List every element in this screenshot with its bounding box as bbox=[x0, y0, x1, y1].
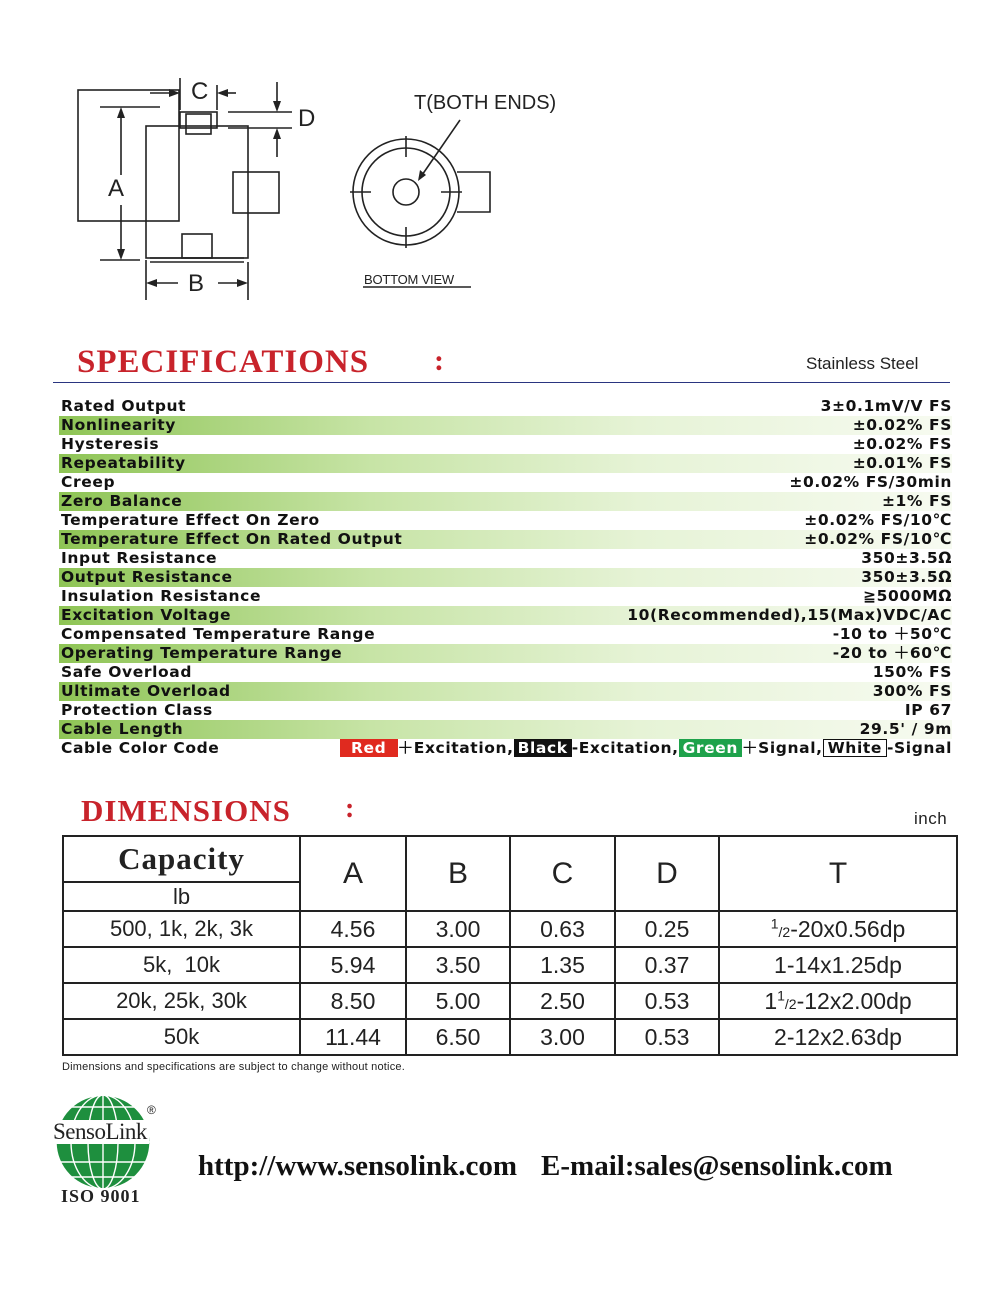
email-link[interactable]: E-mail:sales@sensolink.com bbox=[541, 1150, 893, 1182]
top-thread-bore bbox=[186, 114, 211, 134]
red-wire-chip: Red bbox=[340, 739, 398, 757]
brand-logo-text: SensoLink bbox=[53, 1119, 147, 1144]
spec-row bbox=[59, 454, 952, 473]
cross-section-outline bbox=[78, 90, 179, 221]
spec-label: Output Resistance bbox=[61, 568, 233, 586]
fraction-slash: / bbox=[778, 923, 783, 940]
spec-label: Temperature Effect On Zero bbox=[61, 511, 320, 529]
capacity-cell: 5k, 10k bbox=[63, 947, 300, 983]
spec-label: Ultimate Overload bbox=[61, 682, 231, 700]
capacity-header: Capacity bbox=[63, 836, 300, 882]
thread-spec: -20x0.56dp bbox=[790, 915, 906, 942]
red-wire-text: ＋Excitation, bbox=[397, 739, 514, 757]
capacity-cell: 500, 1k, 2k, 3k bbox=[63, 911, 300, 947]
green-wire-chip: Green bbox=[679, 739, 742, 757]
thread-whole: 1 bbox=[764, 987, 778, 1014]
capacity-unit: lb bbox=[63, 882, 300, 911]
capacity-cell: 50k bbox=[63, 1019, 300, 1055]
spec-label: Cable Length bbox=[61, 720, 184, 738]
green-wire-text: ＋Signal, bbox=[742, 739, 823, 757]
fraction-denominator: 2 bbox=[782, 923, 791, 940]
dimensions-colon: : bbox=[345, 793, 356, 824]
spec-row bbox=[59, 720, 952, 739]
white-wire-chip: White bbox=[823, 739, 887, 757]
spec-row bbox=[59, 606, 952, 625]
d-cell: 0.53 bbox=[615, 1019, 719, 1055]
spec-label: Nonlinearity bbox=[61, 416, 176, 434]
cable-color-values bbox=[340, 739, 952, 758]
disclaimer-note: Dimensions and specifications are subject to change without notice. bbox=[62, 1061, 405, 1073]
spec-value: ±0.02% FS bbox=[852, 435, 952, 453]
spec-value: ±0.02% FS/10℃ bbox=[804, 511, 952, 529]
fraction-numerator: 1 bbox=[777, 986, 785, 1003]
unit-label: inch bbox=[914, 809, 948, 828]
spec-value: -10 to ＋50℃ bbox=[832, 625, 952, 643]
spec-row bbox=[59, 511, 952, 530]
table-row bbox=[63, 1019, 957, 1055]
spec-row bbox=[59, 416, 952, 435]
spec-row bbox=[59, 568, 952, 587]
b-cell: 3.50 bbox=[406, 947, 510, 983]
spec-label: Temperature Effect On Rated Output bbox=[61, 530, 403, 548]
spec-row bbox=[59, 549, 952, 568]
d-cell: 0.53 bbox=[615, 983, 719, 1019]
table-header-row bbox=[63, 836, 957, 882]
website-link[interactable]: http://www.sensolink.com bbox=[198, 1150, 518, 1182]
spec-label: Cable Color Code bbox=[61, 739, 220, 757]
dim-c-label: C bbox=[191, 78, 209, 105]
table-row bbox=[63, 983, 957, 1019]
fraction-numerator: 1 bbox=[770, 914, 779, 931]
spec-value: 150% FS bbox=[872, 663, 952, 681]
spec-row bbox=[59, 663, 952, 682]
iso-certification: ISO 9001 bbox=[61, 1186, 141, 1206]
c-cell: 0.63 bbox=[510, 911, 615, 947]
spec-label: Insulation Resistance bbox=[61, 587, 262, 605]
cable-gland bbox=[233, 172, 279, 213]
table-row bbox=[63, 947, 957, 983]
spec-value: 29.5' / 9m bbox=[859, 720, 952, 738]
heading-divider bbox=[53, 382, 950, 383]
spec-row bbox=[59, 492, 952, 511]
spec-row bbox=[59, 530, 952, 549]
spec-label: Repeatability bbox=[61, 454, 186, 472]
spec-row bbox=[59, 682, 952, 701]
technical-drawing bbox=[0, 0, 1005, 330]
spec-value: ±0.01% FS bbox=[852, 454, 952, 472]
specifications-colon: : bbox=[434, 344, 445, 377]
spec-value: IP 67 bbox=[904, 701, 952, 719]
spec-value: ≧5000MΩ bbox=[863, 587, 952, 605]
black-wire-chip: Black bbox=[514, 739, 572, 757]
dim-a-label: A bbox=[108, 175, 125, 202]
table-row bbox=[63, 911, 957, 947]
material-label: Stainless Steel bbox=[806, 354, 919, 373]
spec-label: Protection Class bbox=[61, 701, 213, 719]
t-cell bbox=[719, 911, 957, 947]
spec-label: Compensated Temperature Range bbox=[61, 625, 376, 643]
white-wire-text: -Signal bbox=[886, 739, 952, 757]
spec-value: 350±3.5Ω bbox=[861, 549, 952, 567]
b-cell: 3.00 bbox=[406, 911, 510, 947]
thread-label: T(BOTH ENDS) bbox=[414, 92, 557, 114]
cable-color-row bbox=[59, 739, 952, 758]
fraction-denominator: 2 bbox=[788, 995, 797, 1012]
bottom-view-label: BOTTOM VIEW bbox=[364, 272, 455, 287]
header-b: B bbox=[406, 836, 510, 911]
spec-value: 300% FS bbox=[872, 682, 952, 700]
drawing-svg bbox=[0, 0, 1005, 330]
spec-value: -20 to ＋60℃ bbox=[832, 644, 952, 662]
a-cell: 4.56 bbox=[300, 911, 406, 947]
spec-list bbox=[59, 397, 952, 758]
spec-row bbox=[59, 587, 952, 606]
dim-d-label: D bbox=[298, 105, 316, 132]
spec-row bbox=[59, 625, 952, 644]
b-cell: 5.00 bbox=[406, 983, 510, 1019]
b-cell: 6.50 bbox=[406, 1019, 510, 1055]
spec-row bbox=[59, 397, 952, 416]
spec-value: 350±3.5Ω bbox=[861, 568, 952, 586]
capacity-cell: 20k, 25k, 30k bbox=[63, 983, 300, 1019]
spec-label: Rated Output bbox=[61, 397, 187, 415]
a-cell: 5.94 bbox=[300, 947, 406, 983]
spec-row bbox=[59, 701, 952, 720]
spec-value: ±0.02% FS bbox=[852, 416, 952, 434]
a-cell: 8.50 bbox=[300, 983, 406, 1019]
spec-label: Safe Overload bbox=[61, 663, 193, 681]
spec-label: Input Resistance bbox=[61, 549, 218, 567]
dimensions-table bbox=[62, 835, 958, 1056]
spec-value: 10(Recommended),15(Max)VDC/AC bbox=[627, 606, 952, 624]
c-cell: 1.35 bbox=[510, 947, 615, 983]
dim-b-label: B bbox=[188, 270, 205, 297]
spec-row bbox=[59, 644, 952, 663]
spec-label: Hysteresis bbox=[61, 435, 160, 453]
header-d: D bbox=[615, 836, 719, 911]
d-cell: 0.25 bbox=[615, 911, 719, 947]
t-cell: 1-14x1.25dp bbox=[719, 947, 957, 983]
spec-value: ±0.02% FS/10℃ bbox=[804, 530, 952, 548]
thread-spec: -12x2.00dp bbox=[796, 987, 912, 1014]
spec-row bbox=[59, 473, 952, 492]
spec-value: ±0.02% FS/30min bbox=[789, 473, 952, 491]
fraction-slash: / bbox=[784, 995, 789, 1012]
spec-label: Operating Temperature Range bbox=[61, 644, 343, 662]
header-a: A bbox=[300, 836, 406, 911]
bottom-thread-boss bbox=[182, 234, 212, 258]
dimensions-heading: DIMENSIONS bbox=[81, 793, 291, 828]
specifications-heading: SPECIFICATIONS bbox=[77, 344, 370, 380]
d-cell: 0.37 bbox=[615, 947, 719, 983]
t-cell: 2-12x2.63dp bbox=[719, 1019, 957, 1055]
registered-mark: ® bbox=[147, 1103, 156, 1117]
black-wire-text: -Excitation, bbox=[571, 739, 679, 757]
spec-label: Creep bbox=[61, 473, 116, 491]
t-cell bbox=[719, 983, 957, 1019]
spec-value: ±1% FS bbox=[881, 492, 952, 510]
c-cell: 3.00 bbox=[510, 1019, 615, 1055]
a-cell: 11.44 bbox=[300, 1019, 406, 1055]
header-c: C bbox=[510, 836, 615, 911]
spec-value: 3±0.1mV/V FS bbox=[820, 397, 952, 415]
header-t: T bbox=[719, 836, 957, 911]
spec-row bbox=[59, 435, 952, 454]
spec-label: Excitation Voltage bbox=[61, 606, 232, 624]
contact-line bbox=[198, 1150, 893, 1183]
c-cell: 2.50 bbox=[510, 983, 615, 1019]
spec-label: Zero Balance bbox=[61, 492, 183, 510]
